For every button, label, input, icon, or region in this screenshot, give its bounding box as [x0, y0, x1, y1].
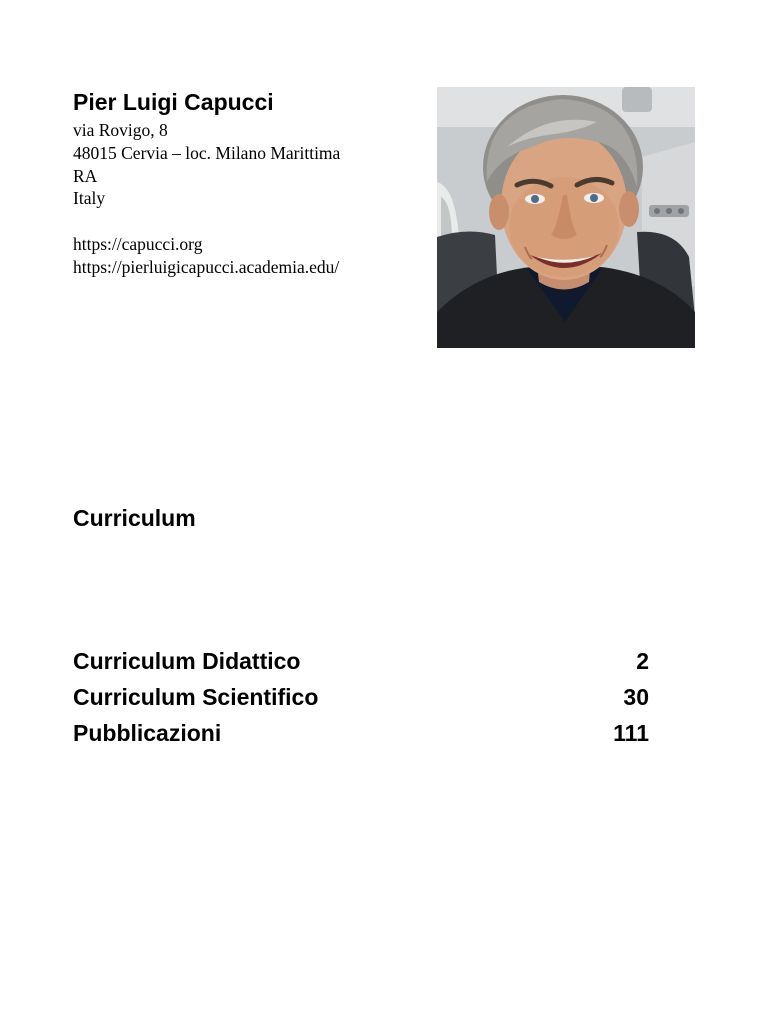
toc-label: Curriculum Scientifico — [73, 684, 319, 710]
links-block — [73, 233, 413, 279]
author-photo — [437, 87, 695, 348]
toc-label: Pubblicazioni — [73, 720, 222, 746]
toc-page-number: 30 — [623, 684, 649, 710]
contact-header — [73, 87, 413, 279]
section-title: Curriculum — [73, 505, 196, 531]
toc-label: Curriculum Didattico — [73, 648, 301, 674]
toc-entry[interactable] — [73, 643, 649, 679]
toc-page-number: 2 — [636, 648, 649, 674]
toc-page-number: 111 — [613, 720, 649, 746]
address-province: RA — [73, 165, 98, 186]
website-link[interactable]: https://capucci.org — [73, 234, 203, 255]
address-country: Italy — [73, 188, 106, 209]
academia-link[interactable]: https://pierluigicapucci.academia.edu/ — [73, 256, 340, 277]
address-street: via Rovigo, 8 — [73, 120, 168, 140]
author-name: Pier Luigi Capucci — [73, 89, 274, 115]
toc-entry[interactable] — [73, 679, 649, 715]
table-of-contents — [73, 643, 649, 751]
address-block — [73, 119, 413, 210]
toc-entry[interactable] — [73, 715, 649, 751]
address-city: 48015 Cervia – loc. Milano Marittima — [73, 142, 341, 163]
